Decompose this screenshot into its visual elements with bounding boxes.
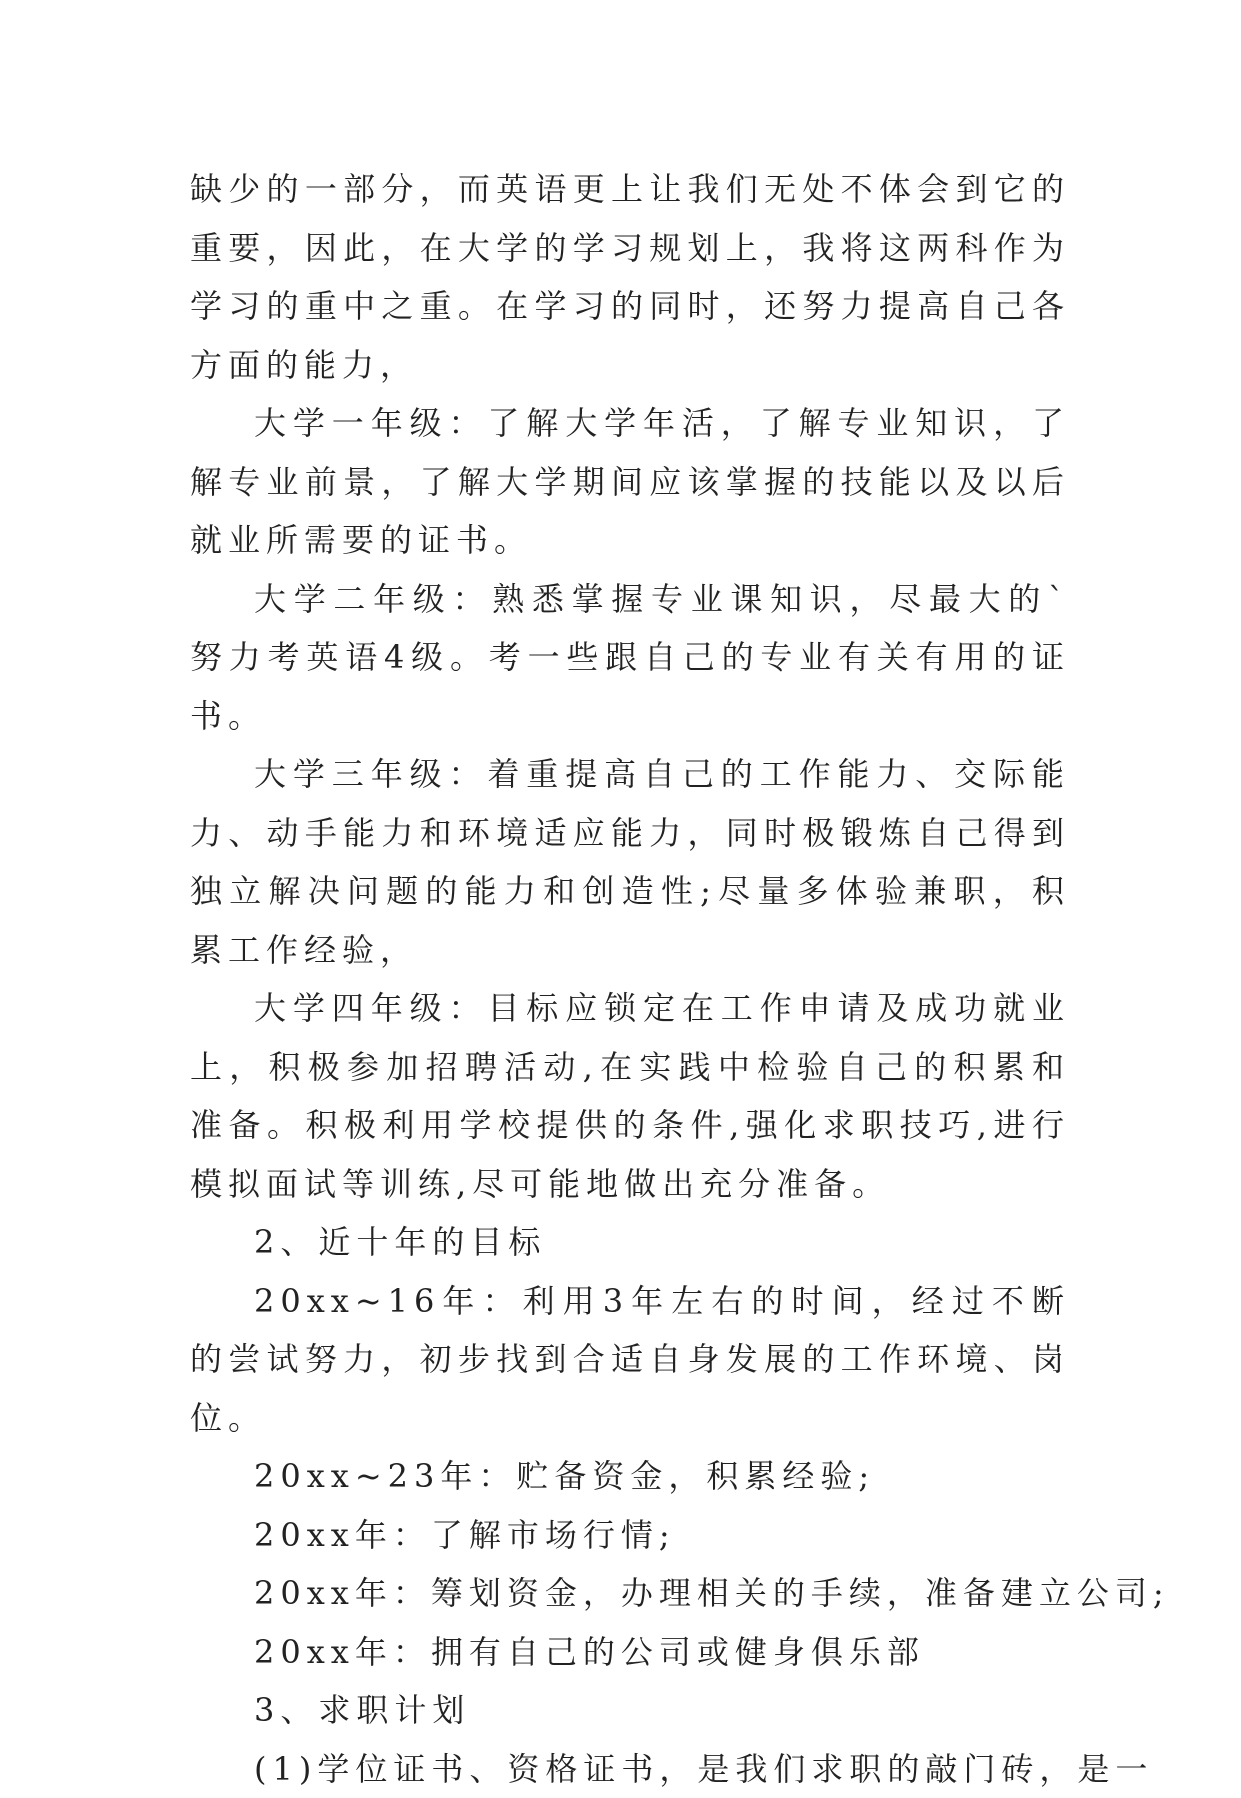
paragraph-goal-funding: 20xx年：筹划资金，办理相关的手续，准备建立公司; — [190, 1564, 1070, 1623]
paragraph-intro-continued: 缺少的一部分，而英语更上让我们无处不体会到它的重要，因此，在大学的学习规划上，我将这两科作为学习的重中之重。在学习的同时，还努力提高自己各方面的能力， — [190, 160, 1070, 394]
paragraph-year-three: 大学三年级：着重提高自己的工作能力、交际能力、动手能力和环境适应能力，同时极锻炼自己得到独立解决问题的能力和创造性;尽量多体验兼职，积累工作经验， — [190, 745, 1070, 979]
paragraph-year-two: 大学二年级：熟悉掌握专业课知识，尽最大的`努力考英语4级。考一些跟自己的专业有关有用的证书。 — [190, 570, 1070, 746]
paragraph-goal-first-stage: 20xx~16年：利用3年左右的时间，经过不断的尝试努力，初步找到合适自身发展的工作环境、岗位。 — [190, 1272, 1070, 1448]
paragraph-certificates: (1)学位证书、资格证书，是我们求职的敲门砖，是一 — [190, 1740, 1070, 1798]
paragraph-goal-company: 20xx年：拥有自己的公司或健身俱乐部 — [190, 1623, 1070, 1682]
heading-ten-year-goals: 2、近十年的目标 — [190, 1213, 1070, 1272]
heading-job-plan: 3、求职计划 — [190, 1681, 1070, 1740]
paragraph-goal-second-stage: 20xx~23年：贮备资金，积累经验; — [190, 1447, 1070, 1506]
paragraph-year-one: 大学一年级：了解大学年活，了解专业知识，了解专业前景，了解大学期间应该掌握的技能以及以后就业所需要的证书。 — [190, 394, 1070, 570]
paragraph-goal-market: 20xx年：了解市场行情; — [190, 1506, 1070, 1565]
document-body — [190, 160, 1070, 1798]
paragraph-year-four: 大学四年级：目标应锁定在工作申请及成功就业上，积极参加招聘活动,在实践中检验自己的积累和准备。积极利用学校提供的条件,强化求职技巧,进行模拟面试等训练,尽可能地做出充分准备。 — [190, 979, 1070, 1213]
